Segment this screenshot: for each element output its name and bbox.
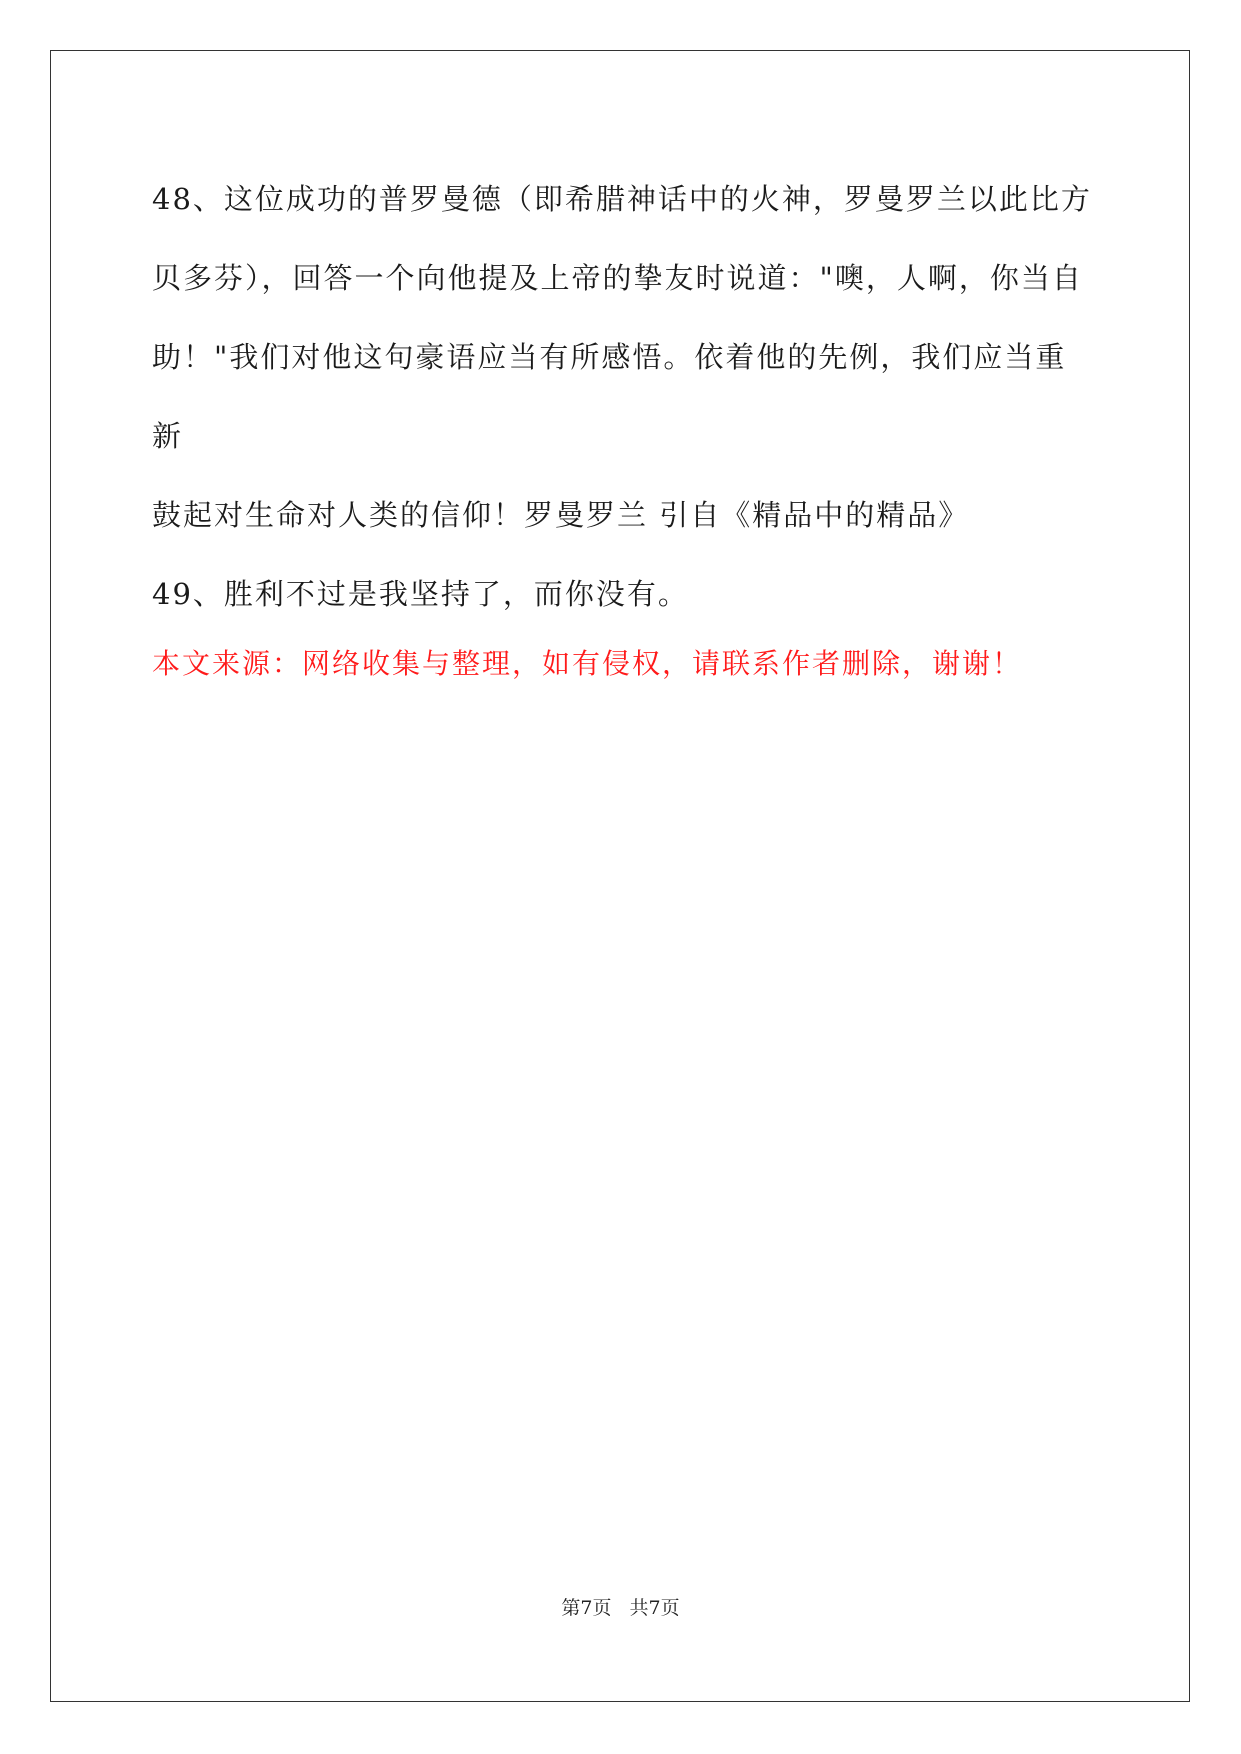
paragraph-48	[152, 160, 1094, 555]
text-line: 鼓起对生命对人类的信仰！罗曼罗兰 引自《精品中的精品》	[152, 498, 970, 532]
total-pages-label: 共7页	[629, 1597, 680, 1619]
document-body	[152, 160, 1094, 634]
page-footer	[0, 1593, 1241, 1620]
text-line: 49、胜利不过是我坚持了，而你没有。	[152, 577, 689, 611]
source-notice: 本文来源：网络收集与整理，如有侵权，请联系作者删除，谢谢！	[152, 647, 1023, 680]
current-page-label: 第7页	[561, 1597, 612, 1619]
text-line: 48、这位成功的普罗曼德（即希腊神话中的火神，罗曼罗兰以此比方	[152, 182, 1092, 216]
text-line: 贝多芬），回答一个向他提及上帝的挚友时说道："噢，人啊，你当自	[152, 261, 1083, 295]
paragraph-49	[152, 555, 1094, 634]
text-line: 助！"我们对他这句豪语应当有所感悟。依着他的先例，我们应当重新	[152, 340, 1067, 453]
